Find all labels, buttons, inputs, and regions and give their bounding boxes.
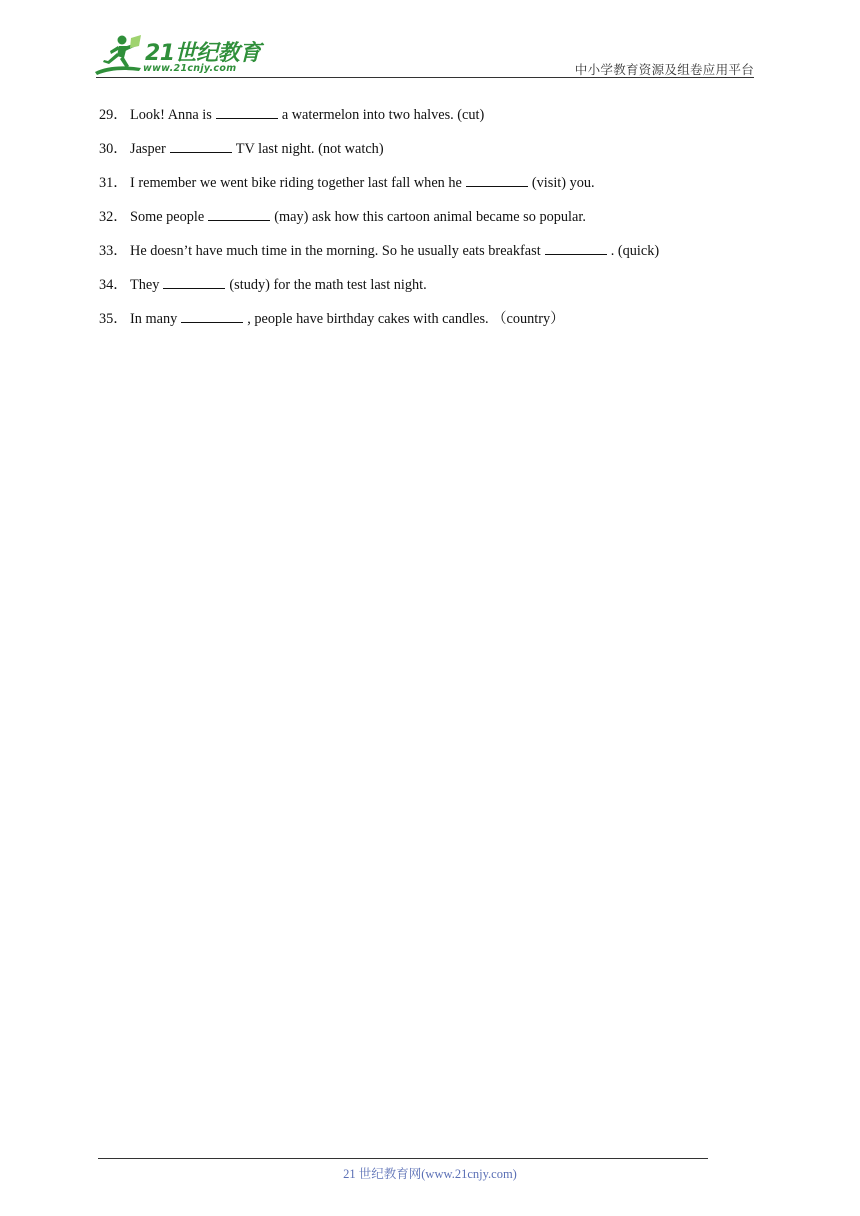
question-text-after: TV last night. (not watch) [235, 141, 384, 157]
logo-url-text: www.21cnjy.com [143, 63, 237, 74]
question-number: 33． [99, 243, 128, 259]
question-text-before: Some people [130, 209, 205, 225]
footer-divider [98, 1158, 708, 1159]
answer-blank[interactable] [170, 138, 232, 153]
question-number: 30． [99, 141, 128, 157]
question-text-after: (visit) you. [531, 175, 595, 191]
header-tagline: 中小学教育资源及组卷应用平台 [574, 62, 754, 77]
question-number: 29． [99, 107, 128, 123]
logo-brand-text: 21世纪教育 [145, 41, 261, 66]
question-text-after: . (quick) [610, 243, 660, 259]
question-text-before: He doesn’t have much time in the morning. So he usually eats breakfast [130, 243, 541, 259]
answer-blank[interactable] [208, 206, 270, 221]
question-33 [99, 240, 659, 274]
question-list [99, 104, 659, 342]
answer-blank[interactable] [216, 104, 278, 119]
answer-blank[interactable] [545, 240, 607, 255]
question-text-after: , people have birthday cakes with candles. （country） [247, 311, 565, 327]
question-30 [99, 138, 659, 172]
footer-link[interactable]: 21 世纪教育网(www.21cnjy.com) [343, 1167, 517, 1181]
question-number: 34． [99, 277, 128, 293]
question-number: 32． [99, 209, 128, 225]
page-header [0, 0, 860, 80]
question-text-before: In many [130, 311, 178, 327]
answer-blank[interactable] [181, 308, 243, 323]
question-text-before: They [130, 277, 160, 293]
header-divider [96, 77, 754, 78]
answer-blank[interactable] [163, 274, 225, 289]
question-text-before: Jasper [130, 141, 166, 157]
answer-blank[interactable] [466, 172, 528, 187]
question-number: 31． [99, 175, 128, 191]
question-31 [99, 172, 659, 206]
question-32 [99, 206, 659, 240]
question-text-after: (may) ask how this cartoon animal became so popular. [274, 209, 586, 225]
question-35 [99, 308, 659, 342]
question-29 [99, 104, 659, 138]
question-text-before: I remember we went bike riding together last fall when he [130, 175, 462, 191]
running-man-icon [93, 34, 143, 78]
site-logo[interactable] [93, 34, 261, 78]
question-text-after: a watermelon into two halves. (cut) [281, 107, 485, 123]
question-text-before: Look! Anna is [130, 107, 212, 123]
question-text-after: (study) for the math test last night. [229, 277, 427, 293]
question-34 [99, 274, 659, 308]
question-number: 35． [99, 311, 128, 327]
